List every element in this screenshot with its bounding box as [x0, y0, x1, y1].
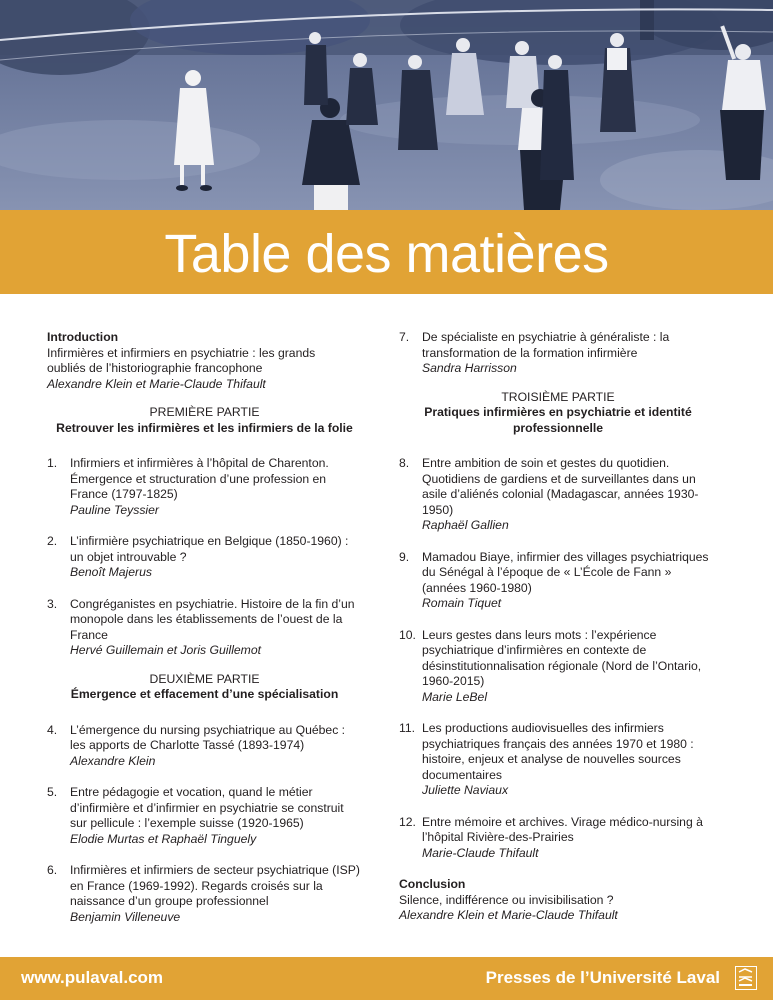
- chapter-1: [47, 456, 362, 518]
- chapter-number: 5.: [47, 785, 58, 799]
- chapter-title-line: France: [70, 627, 108, 642]
- chapter-title-line: Entre pédagogie et vocation, quand le métier: [70, 785, 313, 799]
- chapter-6: [47, 863, 362, 925]
- chapter-4: [47, 723, 362, 770]
- chapter-7: [399, 330, 717, 377]
- part-title: Émergence et effacement d’une spécialisation: [70, 687, 339, 701]
- conclusion-heading: Conclusion: [399, 877, 466, 891]
- chapter-title-line: Quotidiens de gardiens et de surveillantes dans: [422, 471, 679, 486]
- chapter-2: [47, 534, 362, 581]
- chapter-author: Hervé Guillemain et Joris Guillemot: [70, 643, 262, 657]
- chapter-author: Romain Tiquet: [422, 596, 502, 610]
- chapter-title-line: l’hôpital Rivière-des-Prairies: [422, 830, 574, 844]
- conclusion-author: Alexandre Klein et Marie-Claude Thifault: [399, 908, 618, 922]
- chapter-number: 1.: [47, 456, 58, 470]
- part-number: PREMIÈRE PARTIE: [149, 405, 260, 419]
- chapter-number: 7.: [399, 330, 410, 344]
- chapter-title-line: Émergence et structuration d’une profession en: [70, 471, 327, 486]
- chapter-10: [399, 628, 717, 706]
- publisher-name: Presses de l’Université Laval: [485, 968, 720, 987]
- introduction-author: Alexandre Klein et Marie-Claude Thifault: [47, 376, 266, 391]
- chapter-title-line: psychiatriques français des années 1970 et 1980 :: [422, 736, 694, 751]
- chapter-title-line: France (1797-1825): [70, 487, 178, 501]
- part-1-heading: [47, 405, 362, 436]
- chapter-title-line: Infirmiers et infirmières à l’hôpital de Charenton.: [70, 456, 329, 470]
- chapter-number: 2.: [47, 534, 58, 548]
- chapter-title-line: documentaires: [422, 767, 502, 782]
- chapter-number: 9.: [399, 549, 410, 564]
- chapter-title-line: Les productions audiovisuelles des infirmiers: [422, 721, 664, 735]
- chapter-title-line: monopole dans les établissements de l’ouest de la: [70, 612, 343, 626]
- chapter-title-line: (ISP) en France (1969-1992). Regards croisés sur: [70, 863, 360, 893]
- chapter-5: [47, 785, 362, 847]
- chapter-title-line: (Madagascar, années 1930-1950): [422, 487, 699, 517]
- introduction-block: [47, 330, 362, 392]
- introduction-line: oubliés de l’historiographie francophone: [47, 361, 263, 375]
- chapter-author: Juliette Naviaux: [422, 783, 509, 797]
- chapter-title-line: Infirmières et infirmiers de secteur psychiatrique: [70, 863, 329, 877]
- chapter-author: Marie LeBel: [422, 689, 488, 704]
- conclusion-line: Silence, indifférence ou invisibilisation ?: [399, 892, 614, 907]
- chapter-9: [399, 550, 717, 612]
- chapter-author: Sandra Harrisson: [422, 361, 517, 375]
- chapter-title-line: un asile d’aliénés colonial: [422, 471, 696, 501]
- chapter-number: 8.: [399, 456, 410, 470]
- chapter-title-line: un objet introuvable ?: [70, 549, 187, 564]
- toc-right-column: [399, 330, 717, 924]
- chapter-title-line: histoire, enjeux et analyse de nouvelles sources: [422, 752, 681, 766]
- chapter-author: Benjamin Villeneuve: [70, 909, 181, 924]
- chapter-number: 3.: [47, 596, 58, 611]
- chapter-title-line: L’émergence du nursing psychiatrique au Québec :: [70, 722, 346, 737]
- chapter-number: 12.: [399, 814, 416, 829]
- chapter-title-line: Leurs gestes dans leurs mots : l’expérience: [422, 627, 657, 642]
- chapter-title-line: l’Ontario, 1960-2015): [422, 658, 702, 688]
- introduction-line: Infirmières et infirmiers en psychiatrie : les grands: [47, 345, 316, 360]
- chapter-title-line: d’infirmière et d’infirmier en psychiatrie se construit: [70, 800, 344, 815]
- pul-logo-icon: [735, 966, 757, 990]
- chapter-title-line: transformation de la formation infirmière: [422, 345, 638, 360]
- part-title: professionnelle: [512, 420, 604, 435]
- footer-band: [0, 957, 773, 1000]
- toc-left-column: [47, 330, 362, 941]
- part-3-heading: [399, 390, 717, 437]
- chapter-author: Benoît Majerus: [70, 565, 152, 579]
- chapter-author: Raphaël Gallien: [422, 518, 509, 532]
- chapter-title-line: Congréganistes en psychiatrie. Histoire de la fin d’un: [70, 596, 355, 611]
- chapter-author: Marie-Claude Thifault: [422, 845, 539, 860]
- chapter-number: 11.: [399, 721, 416, 735]
- chapter-author: Elodie Murtas et Raphaël Tinguely: [70, 831, 257, 846]
- chapter-number: 6.: [47, 863, 58, 877]
- chapter-8: [399, 456, 717, 534]
- chapter-title-line: désinstitutionnalisation régionale (Nord de: [422, 658, 649, 673]
- website-link[interactable]: www.pulaval.com: [21, 968, 164, 987]
- part-number: DEUXIÈME PARTIE: [149, 671, 260, 686]
- chapter-11: [399, 721, 717, 799]
- part-number: TROISIÈME PARTIE: [501, 389, 615, 404]
- chapter-title-line: psychiatrique d’infirmières en contexte de: [422, 643, 647, 657]
- chapter-number: 10.: [399, 627, 416, 642]
- chapter-title-line: Entre mémoire et archives. Virage médico-nursing à: [422, 814, 703, 829]
- chapter-3: [47, 597, 362, 659]
- chapter-author: Pauline Teyssier: [70, 502, 159, 517]
- part-title: Pratiques infirmières en psychiatrie et identité: [424, 405, 692, 419]
- page-title: Table des matières: [164, 224, 609, 284]
- photo-scene: [0, 0, 773, 210]
- part-2-heading: [47, 672, 362, 703]
- chapter-title-line: la naissance d’un groupe professionnel: [70, 878, 323, 908]
- chapter-title-line: (années 1960-1980): [422, 580, 532, 595]
- chapter-title-line: sur pellicule : l’exemple suisse (1920-1965): [70, 816, 304, 830]
- title-band: [0, 210, 773, 294]
- chapter-title-line: Mamadou Biaye, infirmier des villages psychiatriques: [422, 549, 709, 564]
- chapter-title-line: Entre ambition de soin et gestes du quotidien.: [422, 456, 670, 470]
- chapter-title-line: De spécialiste en psychiatrie à généraliste : la: [422, 330, 670, 344]
- chapter-title-line: du Sénégal à l’époque de « L’École de Fann »: [422, 565, 672, 579]
- chapter-author: Alexandre Klein: [70, 753, 156, 768]
- header-photo: [0, 0, 773, 210]
- chapter-title-line: L’infirmière psychiatrique en Belgique (1850-1960) :: [70, 534, 349, 548]
- conclusion-block: [399, 877, 717, 924]
- chapter-number: 4.: [47, 722, 58, 737]
- chapter-title-line: les apports de Charlotte Tassé (1893-1974): [70, 738, 305, 752]
- part-title: Retrouver les infirmières et les infirmiers de la folie: [56, 420, 353, 435]
- chapter-12: [399, 815, 717, 862]
- pul-logo-mark: [736, 967, 755, 988]
- introduction-heading: Introduction: [47, 330, 119, 344]
